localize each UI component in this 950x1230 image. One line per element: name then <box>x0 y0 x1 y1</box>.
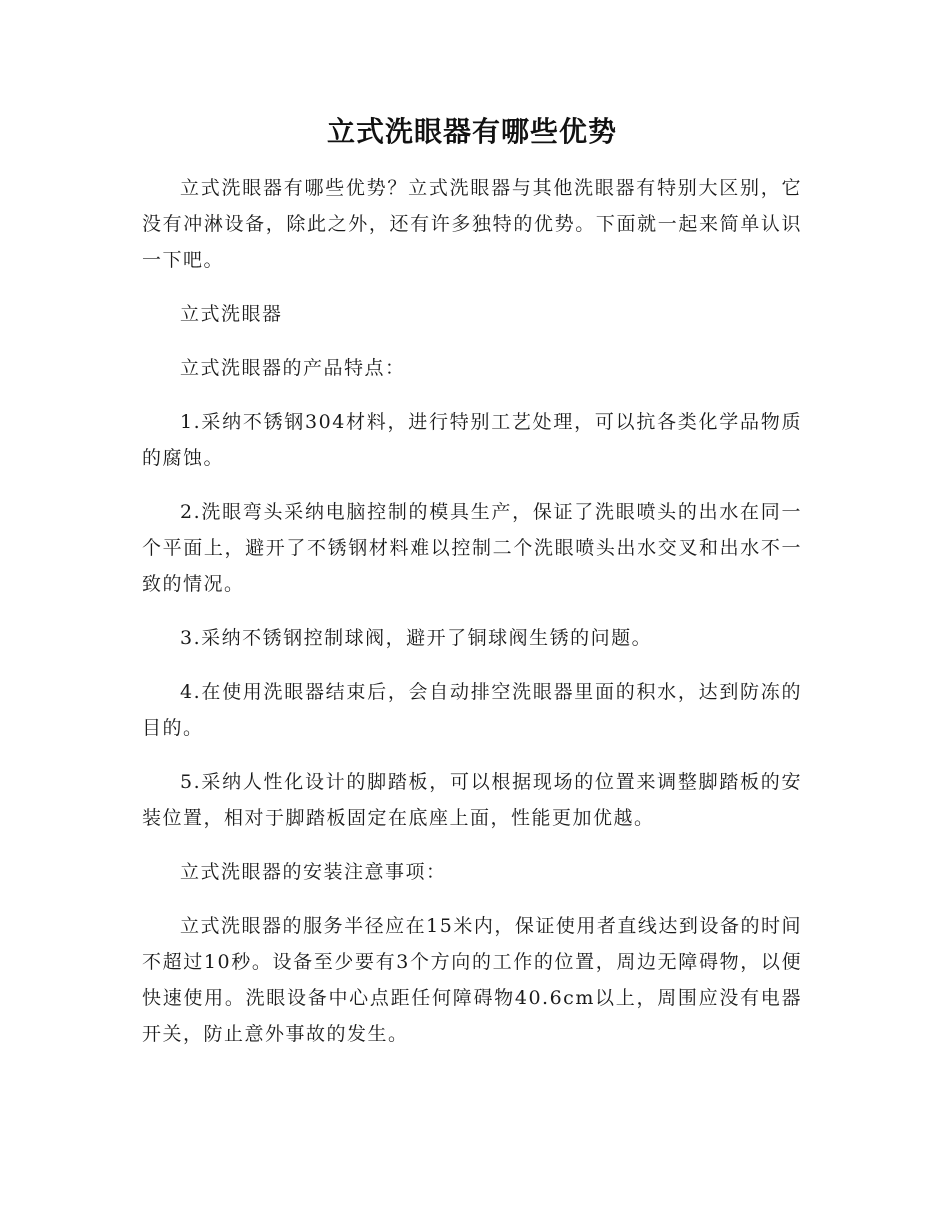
document-title: 立式洗眼器有哪些优势 <box>326 115 617 148</box>
document-body <box>142 112 802 1070</box>
paragraph-feature-4: 4.在使用洗眼器结束后，会自动排空洗眼器里面的积水，达到防冻的目的。 <box>142 681 802 739</box>
paragraph-intro: 立式洗眼器有哪些优势？立式洗眼器与其他洗眼器有特别大区别，它没有冲淋设备，除此之外，还有许多独特的优势。下面就一起来简单认识一下吧。 <box>142 177 802 271</box>
paragraph-feature-2: 2.洗眼弯头采纳电脑控制的模具生产，保证了洗眼喷头的出水在同一个平面上，避开了不锈钢材料难以控制二个洗眼喷头出水交叉和出水不一致的情况。 <box>142 501 802 595</box>
paragraph-section-heading: 立式洗眼器 <box>180 303 283 325</box>
paragraph-feature-5: 5.采纳人性化设计的脚踏板，可以根据现场的位置来调整脚踏板的安装位置，相对于脚踏板固定在底座上面，性能更加优越。 <box>142 771 802 829</box>
paragraph-installation-notes: 立式洗眼器的服务半径应在15米内，保证使用者直线达到设备的时间不超过10秒。设备至少要有3个方向的工作的位置，周边无障碍物，以便快速使用。洗眼设备中心点距任何障碍物40.6cm以上，周围应没有电器开关，防止意外事故的发生。 <box>142 915 802 1045</box>
paragraph-installation-heading: 立式洗眼器的安装注意事项： <box>180 861 447 883</box>
paragraph-feature-3: 3.采纳不锈钢控制球阀，避开了铜球阀生锈的问题。 <box>180 627 653 649</box>
paragraph-feature-1: 1.采纳不锈钢304材料，进行特别工艺处理，可以抗各类化学品物质的腐蚀。 <box>142 411 802 469</box>
paragraph-features-heading: 立式洗眼器的产品特点： <box>180 357 406 379</box>
